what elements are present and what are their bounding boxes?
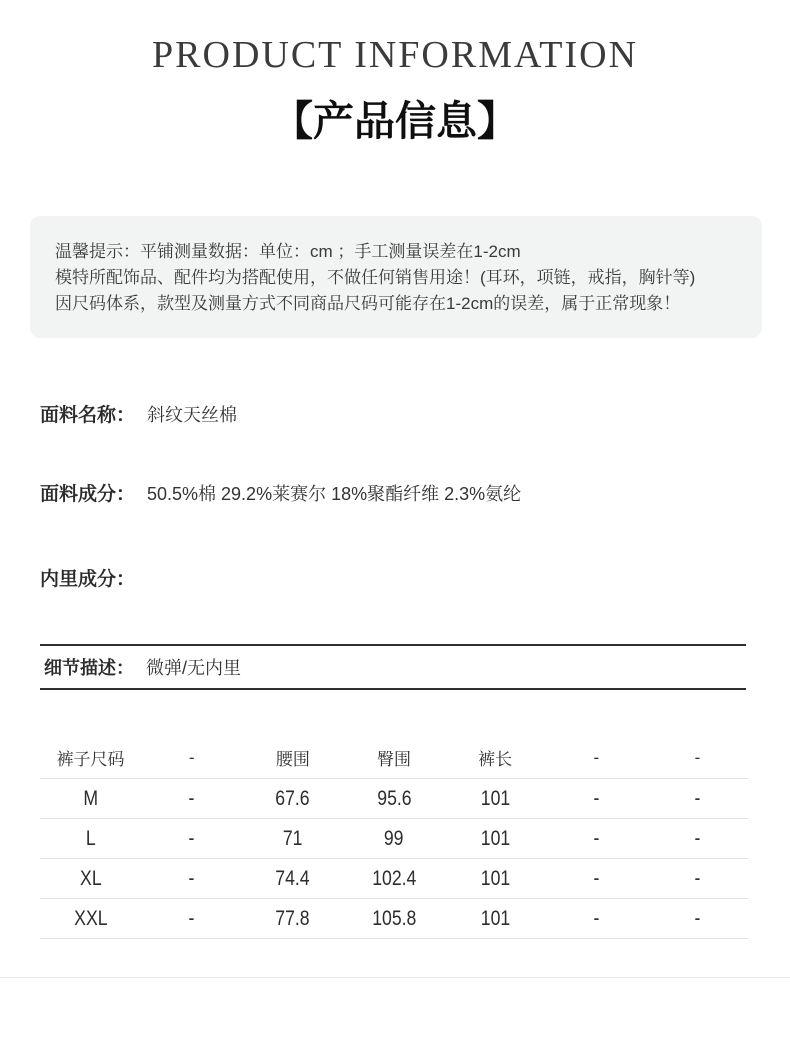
page-title-english: PRODUCT INFORMATION	[152, 34, 638, 76]
size-table-cell: M	[83, 786, 98, 810]
size-table-cell: -	[188, 906, 195, 930]
size-table-cell: -	[188, 866, 195, 890]
section-divider	[0, 977, 790, 978]
size-table-cell: 99	[384, 826, 404, 850]
size-table-cell: 95.6	[376, 786, 412, 810]
tips-line-2: 模特所配饰品、配件均为搭配使用，不做任何销售用途！(耳环，项链，戒指，胸针等)	[55, 268, 696, 287]
detail-description-row	[40, 644, 746, 690]
table-row	[40, 899, 748, 939]
size-table-cell: -	[188, 786, 195, 810]
page-title-chinese: 【产品信息】	[272, 97, 518, 145]
size-table-cell: -	[694, 826, 701, 850]
size-table-cell: -	[694, 786, 701, 810]
tips-line-3: 因尺码体系，款型及测量方式不同商品尺码可能存在1-2cm的误差，属于正常现象！	[55, 294, 681, 313]
size-table-header-cell: 裤长	[478, 750, 513, 769]
size-table-cell: 102.4	[371, 866, 417, 890]
size-table-cell: 74.4	[275, 866, 311, 890]
size-table-cell: 101	[480, 826, 510, 850]
size-table-cell: -	[593, 826, 600, 850]
size-table-header-cell: 臀围	[376, 750, 411, 769]
size-table-cell: 101	[480, 786, 510, 810]
table-row	[40, 779, 748, 819]
fabric-composition-row	[40, 479, 750, 506]
fabric-name-label: 面料名称：	[40, 405, 136, 426]
size-table-cell: -	[694, 866, 701, 890]
size-table-cell: 101	[480, 866, 510, 890]
size-table-cell: 77.8	[275, 906, 311, 930]
measurement-tips-box	[30, 216, 762, 338]
size-table-cell: -	[593, 786, 600, 810]
table-row	[40, 859, 748, 899]
fabric-name-value: 斜纹天丝棉	[147, 404, 237, 425]
size-table-cell: -	[593, 866, 600, 890]
fabric-name-row	[40, 400, 750, 427]
detail-description-label: 细节描述：	[44, 658, 134, 678]
size-table-cell: 101	[480, 906, 510, 930]
lining-composition-row	[40, 564, 750, 591]
size-table-cell: 67.6	[275, 786, 311, 810]
size-table-header-cell: 裤子尺码	[56, 750, 125, 769]
size-table-cell: 71	[283, 826, 303, 850]
size-table-header-row	[40, 737, 748, 779]
size-table-cell: -	[188, 826, 195, 850]
size-table-cell: XL	[79, 866, 102, 890]
size-table	[40, 737, 748, 939]
table-row	[40, 819, 748, 859]
tips-line-1: 温馨提示：平铺测量数据：单位：cm ；手工测量误差在1-2cm	[55, 242, 521, 261]
detail-description-value: 微弹/无内里	[146, 658, 242, 678]
size-table-header-cell: -	[188, 747, 195, 767]
size-table-header-cell: -	[593, 747, 600, 767]
size-table-header-cell: 腰围	[275, 750, 310, 769]
size-table-cell: -	[694, 906, 701, 930]
size-table-header-cell: -	[694, 747, 701, 767]
fabric-composition-label: 面料成分：	[40, 484, 136, 505]
size-table-cell: L	[85, 826, 96, 850]
size-table-cell: XXL	[73, 906, 108, 930]
size-table-cell: -	[593, 906, 600, 930]
lining-composition-label: 内里成分：	[40, 569, 136, 590]
size-table-cell: 105.8	[371, 906, 417, 930]
fabric-composition-value: 50.5%棉 29.2%莱赛尔 18%聚酯纤维 2.3%氨纶	[147, 483, 522, 504]
